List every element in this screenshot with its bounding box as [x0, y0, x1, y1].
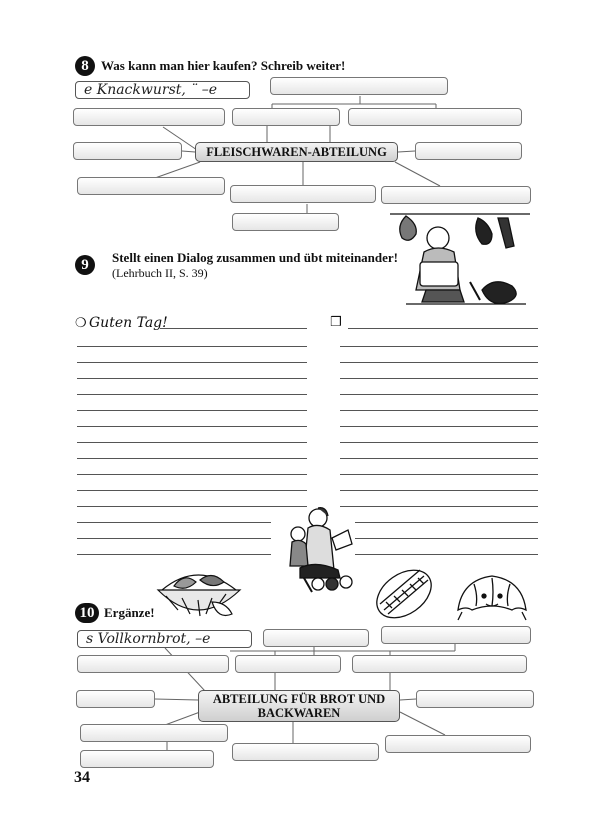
- answer-box[interactable]: [77, 655, 229, 673]
- writing-line[interactable]: [77, 490, 307, 491]
- answer-box[interactable]: [73, 142, 182, 160]
- answer-box[interactable]: [385, 735, 531, 753]
- writing-line[interactable]: [348, 328, 538, 329]
- writing-line[interactable]: [355, 538, 538, 539]
- writing-line[interactable]: [340, 506, 538, 507]
- answer-box[interactable]: [381, 186, 531, 204]
- answer-box[interactable]: [232, 743, 379, 761]
- writing-line[interactable]: [340, 346, 538, 347]
- answer-box[interactable]: [73, 108, 225, 126]
- writing-line[interactable]: [355, 554, 538, 555]
- writing-line[interactable]: [77, 458, 307, 459]
- answer-box[interactable]: [76, 690, 155, 708]
- category-center-label: FLEISCHWAREN-ABTEILUNG: [195, 142, 398, 162]
- exercise-9-number: 9: [75, 255, 95, 275]
- answer-box[interactable]: [416, 690, 534, 708]
- writing-line[interactable]: [160, 328, 307, 329]
- writing-line[interactable]: [77, 554, 271, 555]
- braided-bread-illustration: [370, 562, 438, 626]
- exercise-9-reference: (Lehrbuch II, S. 39): [112, 266, 208, 280]
- writing-line[interactable]: [77, 506, 307, 507]
- exercise-8-instruction: Was kann man hier kaufen? Schreib weiter!: [101, 58, 346, 73]
- writing-line[interactable]: [340, 474, 538, 475]
- writing-line[interactable]: [77, 346, 307, 347]
- writing-line[interactable]: [340, 490, 538, 491]
- answer-box[interactable]: [381, 626, 531, 644]
- answer-box[interactable]: [80, 750, 214, 768]
- exercise-10-instruction: Ergänze!: [104, 605, 155, 620]
- writing-line[interactable]: [77, 378, 307, 379]
- exercise-8-number: 8: [75, 56, 95, 76]
- writing-line[interactable]: [77, 442, 307, 443]
- writing-line[interactable]: [340, 426, 538, 427]
- answer-box[interactable]: [232, 213, 339, 231]
- square-icon: ❒: [330, 315, 342, 330]
- writing-line[interactable]: [77, 362, 307, 363]
- writing-line[interactable]: [77, 394, 307, 395]
- writing-line[interactable]: [340, 362, 538, 363]
- center-label-line2: BACKWAREN: [257, 706, 341, 720]
- example-answer-box: e Knackwurst, ¨ –e: [75, 81, 250, 99]
- writing-line[interactable]: [77, 474, 307, 475]
- writing-line[interactable]: [77, 522, 271, 523]
- writing-line[interactable]: [340, 394, 538, 395]
- writing-line[interactable]: [340, 442, 538, 443]
- answer-box[interactable]: [263, 629, 369, 647]
- exercise-9-instruction: Stellt einen Dialog zusammen und übt miteinander!: [112, 250, 399, 265]
- answer-box[interactable]: [235, 655, 341, 673]
- writing-line[interactable]: [340, 410, 538, 411]
- example-answer-box: s Vollkornbrot, –e: [77, 630, 252, 648]
- answer-box[interactable]: [348, 108, 522, 126]
- answer-box[interactable]: [230, 185, 376, 203]
- answer-box[interactable]: [352, 655, 527, 673]
- answer-box[interactable]: [77, 177, 225, 195]
- answer-box[interactable]: [415, 142, 522, 160]
- center-label-line1: ABTEILUNG FÜR BROT UND: [212, 692, 386, 706]
- writing-line[interactable]: [355, 522, 538, 523]
- page-number: 34: [74, 769, 90, 786]
- dialog-start-text: Guten Tag!: [89, 315, 168, 331]
- circle-icon: ❍: [75, 316, 87, 331]
- writing-line[interactable]: [340, 378, 538, 379]
- bread-basket-illustration: [152, 562, 244, 622]
- writing-line[interactable]: [77, 410, 307, 411]
- answer-box[interactable]: [270, 77, 448, 95]
- writing-line[interactable]: [77, 538, 271, 539]
- exercise-10-number: 10: [75, 603, 99, 623]
- butcher-illustration: [386, 212, 534, 310]
- answer-box[interactable]: [232, 108, 340, 126]
- writing-line[interactable]: [340, 458, 538, 459]
- category-center-label: [198, 690, 400, 722]
- writing-line[interactable]: [77, 426, 307, 427]
- croissant-illustration: [452, 570, 532, 622]
- answer-box[interactable]: [80, 724, 228, 742]
- family-illustration: [274, 504, 358, 600]
